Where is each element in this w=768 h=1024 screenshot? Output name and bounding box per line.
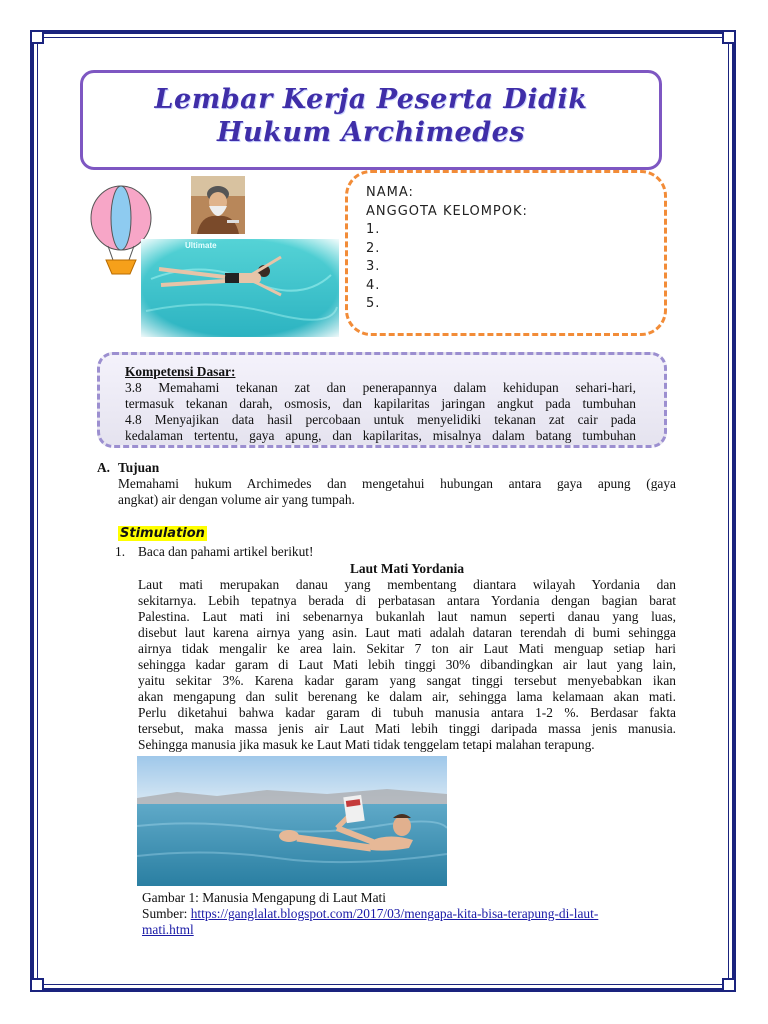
article-line-6: sehingga kadar garam di Laut Mati lebih tinggi 30% dibandingkan air laut yang lain,	[138, 657, 676, 672]
article-line-8: akan mengapung dan sulit berenang ke dalam air, sehingga lama kelamaan akan mati.	[138, 689, 676, 704]
figure-caption: Gambar 1: Manusia Mengapung di Laut Mati	[142, 890, 386, 905]
article-line-10: tersebut, maka massa jenis air Laut Mati lebih tinggi daripada massa jenis manusia.	[138, 721, 676, 736]
photo-watermark: Ultimate	[185, 241, 217, 250]
stimulation-label: Stimulation	[120, 526, 205, 541]
kompetensi-line-3: 4.8 Menyajikan data hasil percobaan untuk menyelidiki tekanan zat cair pada	[125, 412, 636, 427]
figure-source-label: Sumber:	[142, 906, 191, 921]
article-line-4: disebut laut karena airnya yang asin. Laut mati adalah dataran terendah di bumi sehingga	[138, 625, 676, 640]
stimulation-label-wrapper	[118, 525, 207, 542]
article-title: Laut Mati Yordania	[349, 561, 465, 576]
border-corner-top-left	[30, 30, 44, 44]
border-corner-bottom-right	[722, 978, 736, 992]
archimedes-portrait-image	[191, 176, 245, 234]
member-number-2: 2.	[366, 241, 381, 256]
figure-source-link-continued[interactable]: mati.html	[142, 922, 194, 937]
article-line-7: yaitu sekitar 3%. Karena kadar garam yang sangat tinggi tersebut menyebabkan ikan	[138, 673, 676, 688]
article-line-9: Perlu diketahui bahwa kadar garam di tubuh manusia antara 1-2 %. Berdasar fakta	[138, 705, 676, 720]
stimulation-item-number: 1.	[115, 544, 126, 559]
member-number-4: 4.	[366, 278, 381, 293]
title-line-1: Lembar Kerja Peserta Didik	[154, 84, 588, 115]
member-number-1: 1.	[366, 222, 381, 237]
tujuan-letter: A.	[97, 460, 111, 475]
stimulation-instruction: Baca dan pahami artikel berikut!	[138, 544, 314, 559]
article-line-2: sekitarnya. Lebih tepatnya berada di perbatasan antara Yordania dengan bagian barat	[138, 593, 676, 608]
title-line-2: Hukum Archimedes	[217, 117, 525, 148]
article-line-5: airnya tidak mengalir ke area lain. Sekitar 7 ton air Laut Mati menguap setiap hari	[138, 641, 676, 656]
kompetensi-line-4: kedalaman tertentu, gaya apung, dan kapilaritas, misalnya dalam batang tumbuhan	[125, 428, 636, 443]
article-line-11: Sehingga manusia jika masuk ke Laut Mati tidak tenggelam tetapi malahan terapung.	[138, 737, 595, 752]
kompetensi-line-1: 3.8 Memahami tekanan zat dan penerapannya dalam kehidupan sehari-hari,	[125, 380, 636, 395]
tujuan-line-2: angkat) air dengan volume air yang tumpah.	[118, 492, 355, 507]
border-corner-top-right	[722, 30, 736, 44]
border-corner-bottom-left	[30, 978, 44, 992]
tujuan-heading: Tujuan	[118, 460, 160, 475]
figure-source	[142, 906, 598, 923]
tujuan-line-1: Memahami hukum Archimedes dan mengetahui hubungan antara gaya apung (gaya	[118, 476, 676, 491]
member-number-3: 3.	[366, 259, 381, 274]
floating-woman-photo	[141, 239, 339, 337]
kompetensi-line-2: termasuk tekanan darah, osmosis, dan kapilaritas jaringan angkut pada tumbuhan	[125, 396, 636, 411]
nama-label: NAMA:	[366, 185, 414, 200]
article-line-3: Palestina. Laut mati ini sebenarnya bukanlah laut namun seperti danau yang luas,	[138, 609, 676, 624]
dead-sea-photo	[137, 756, 447, 886]
figure-source-link-continued-wrapper	[142, 922, 194, 939]
figure-source-link[interactable]: https://ganglalat.blogspot.com/2017/03/mengapa-kita-bisa-terapung-di-laut-	[190, 906, 599, 921]
anggota-kelompok-label: ANGGOTA KELOMPOK:	[366, 204, 528, 219]
article-line-1: Laut mati merupakan danau yang membentang diantara wilayah Yordania dan	[138, 577, 676, 592]
member-number-5: 5.	[366, 296, 381, 311]
kompetensi-heading: Kompetensi Dasar:	[125, 364, 236, 379]
